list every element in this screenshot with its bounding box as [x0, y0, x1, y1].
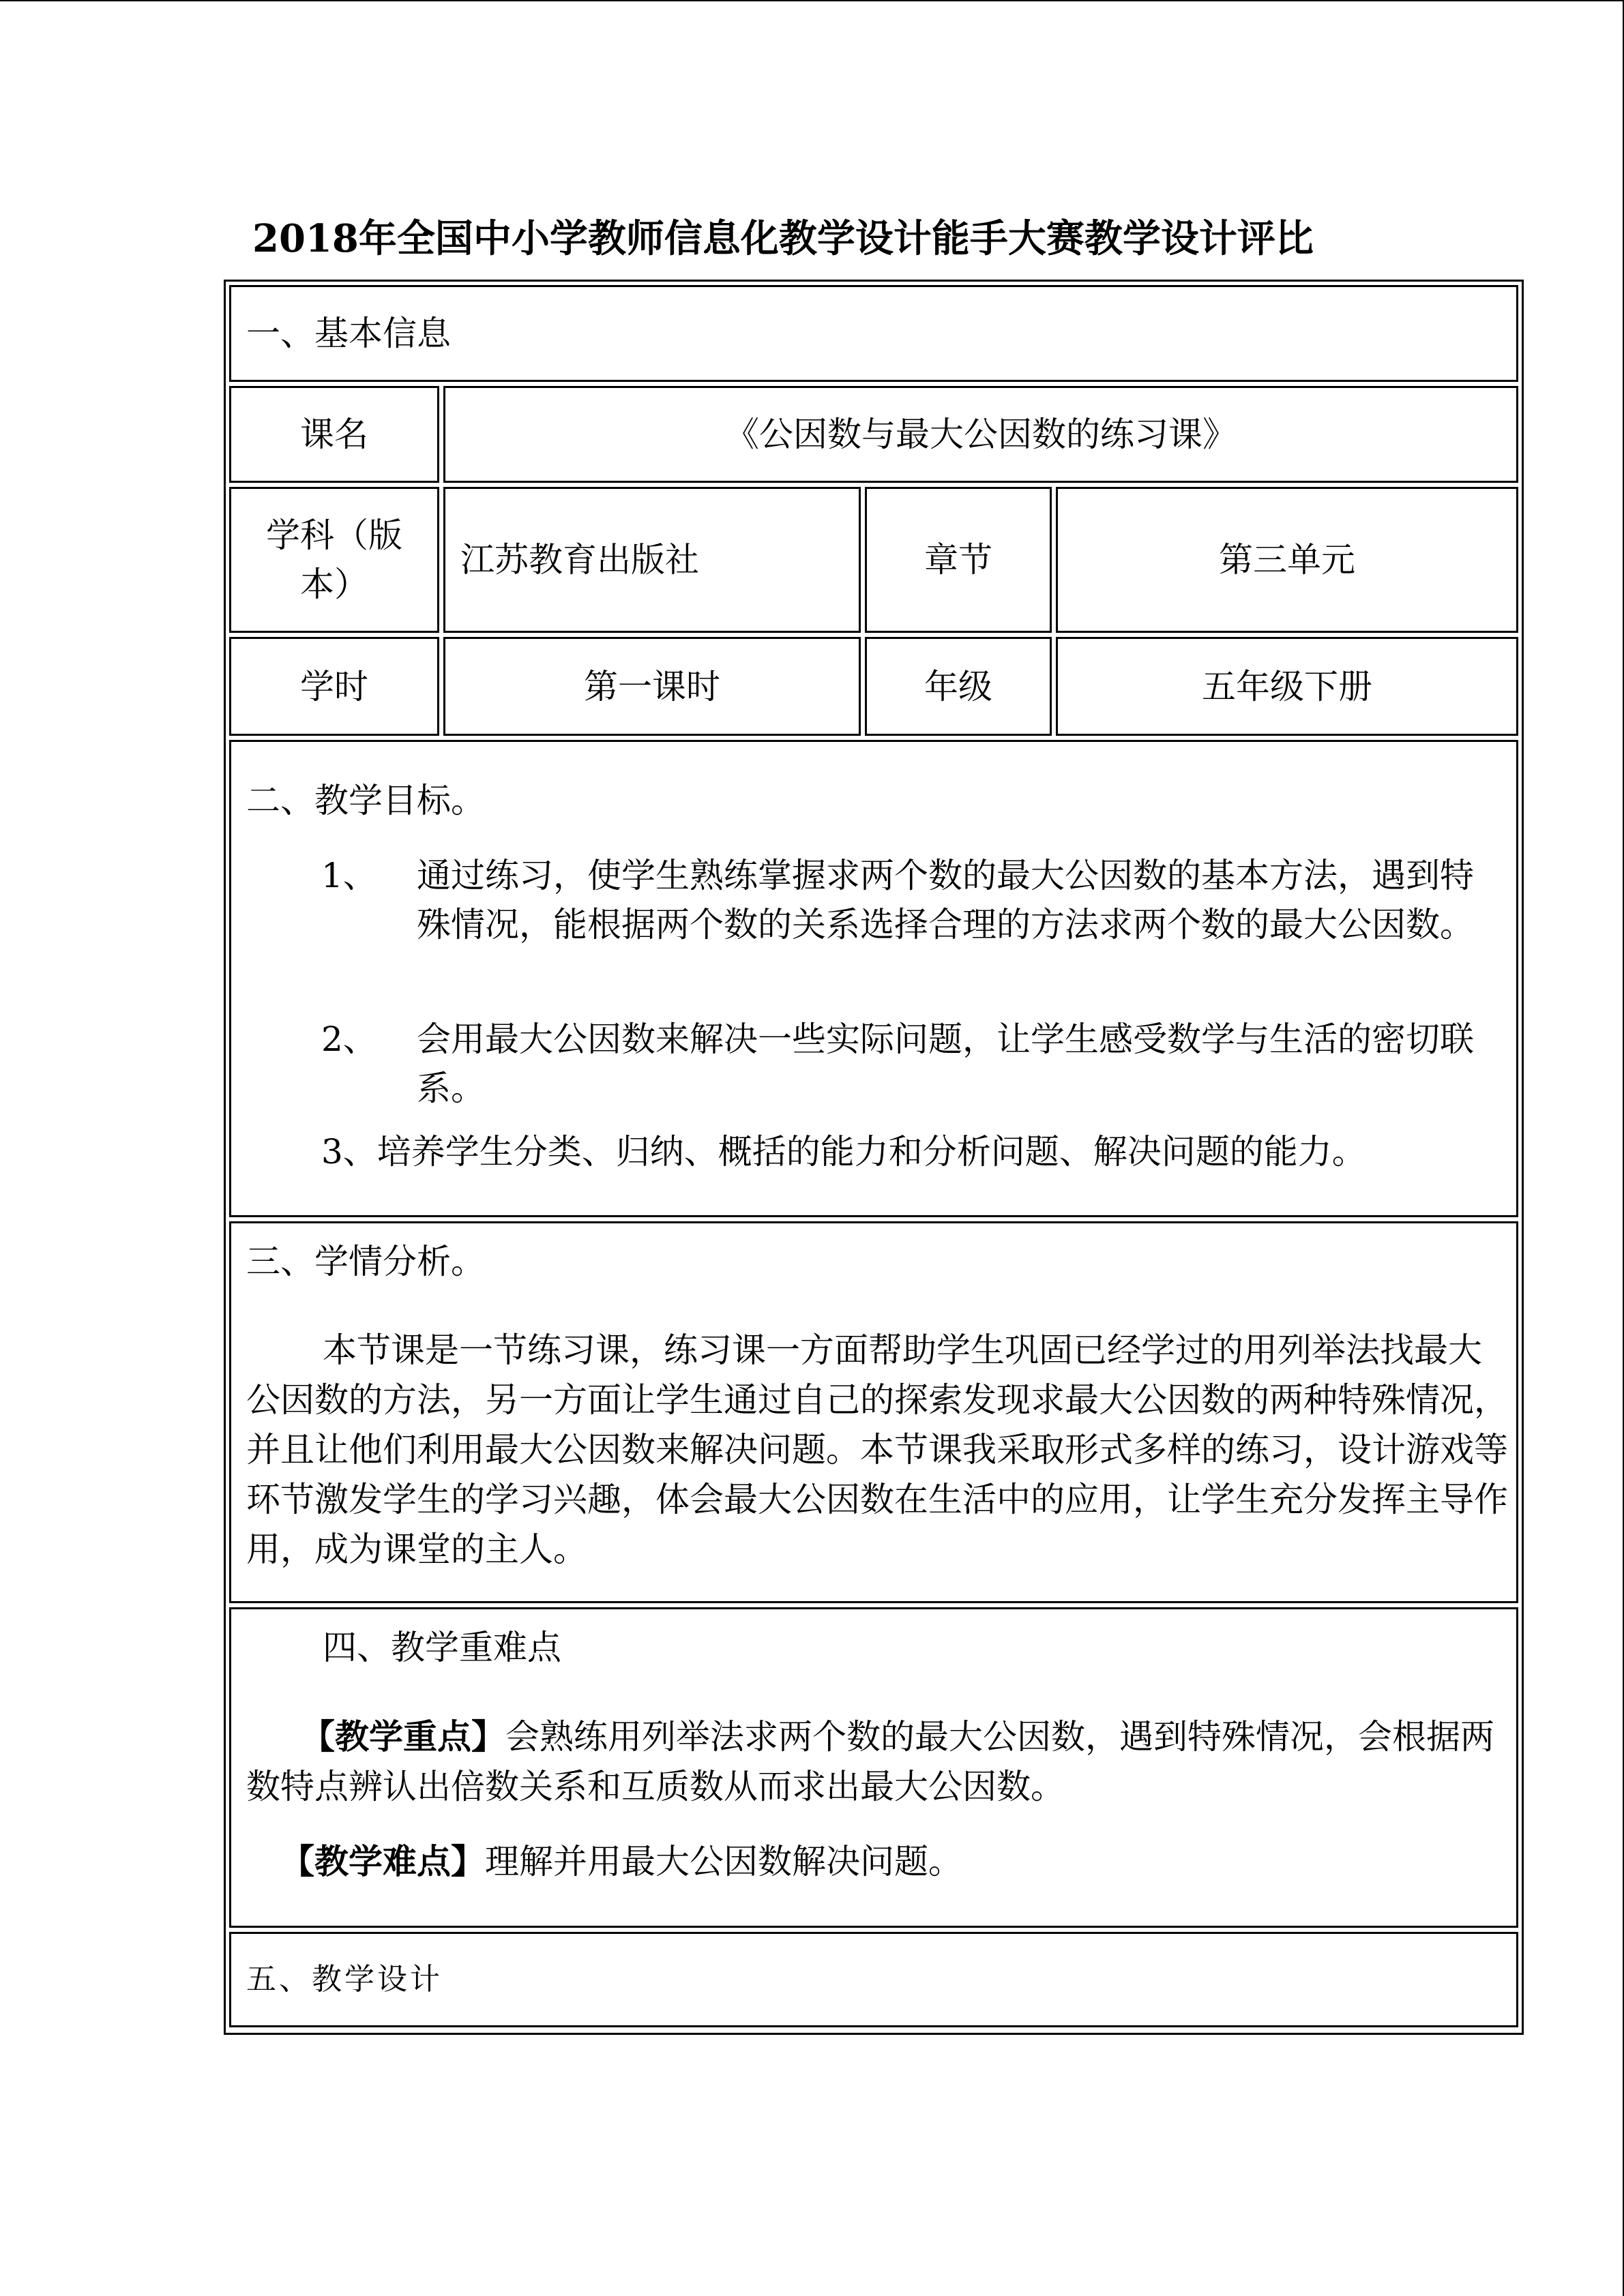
course-name-label: 课名	[300, 415, 368, 454]
period-label-cell	[229, 637, 439, 736]
grade-value-cell	[1056, 637, 1518, 736]
period-label: 学时	[300, 666, 368, 706]
section-analysis-heading: 三、学情分析。	[246, 1242, 485, 1281]
key-point-paragraph	[246, 1712, 1508, 1812]
chapter-value: 第三单元	[1219, 540, 1355, 580]
section-key-points-heading: 四、教学重难点	[323, 1628, 561, 1667]
objective-number: 2、	[321, 1019, 377, 1059]
difficulty-label: 【教学难点】	[280, 1841, 485, 1881]
subject-value-cell	[443, 487, 861, 633]
difficulty-text: 理解并用最大公因数解决问题。	[485, 1842, 962, 1881]
subject-label-cell	[229, 487, 439, 633]
key-point-text: 会熟练用列举法求两个数的最大公因数，遇到特殊情况，会根据两数特点辨认出倍数关系和互质数从而求出最大公因数。	[246, 1717, 1494, 1806]
grade-label-cell	[865, 637, 1052, 736]
subject-label: 学科（版本）	[266, 516, 402, 604]
section-key-points	[229, 1607, 1518, 1928]
section-design-heading-cell	[229, 1932, 1518, 2027]
chapter-label-cell	[865, 487, 1052, 633]
course-name-label-cell	[229, 386, 439, 483]
section-objectives-heading: 二、教学目标。	[246, 781, 485, 820]
design-form-table	[224, 280, 1524, 2035]
analysis-paragraph: 本节课是一节练习课，练习课一方面帮助学生巩固已经学过的用列举法找最大公因数的方法，另一方面让学生通过自己的探索发现求最大公因数的两种特殊情况，并且让他们利用最大公因数来解决问题。本节课我采取形式多样的练习，设计游戏等环节激发学生的学习兴趣，体会最大公因数在生活中的应用，让学生充分发挥主导作用，成为课堂的主人。	[246, 1330, 1508, 1569]
difficulty-paragraph	[246, 1836, 1508, 1887]
period-value: 第一课时	[584, 666, 720, 706]
course-name-value: 《公因数与最大公因数的练习课》	[725, 415, 1237, 454]
grade-value: 五年级下册	[1202, 666, 1372, 706]
objective-number: 1、	[321, 856, 377, 895]
chapter-value-cell	[1056, 487, 1518, 633]
chapter-label: 章节	[924, 540, 992, 580]
objective-text: 3、培养学生分类、归纳、概括的能力和分析问题、解决问题的能力。	[321, 1132, 1366, 1172]
section-design-heading: 五、教学设计	[246, 1962, 443, 1997]
course-name-value-cell	[443, 386, 1518, 483]
document-title: 2018年全国中小学教师信息化教学设计能手大赛教学设计评比	[252, 216, 1314, 261]
subject-value: 江苏教育出版社	[460, 540, 699, 580]
period-value-cell	[443, 637, 861, 736]
objective-text: 通过练习，使学生熟练掌握求两个数的最大公因数的基本方法，遇到特殊情况，能根据两个数的关系选择合理的方法求两个数的最大公因数。	[417, 856, 1474, 944]
key-point-label: 【教学重点】	[301, 1716, 505, 1757]
section-basic-info-heading	[229, 285, 1518, 382]
section-analysis	[229, 1221, 1518, 1603]
objective-item-3	[321, 1127, 1508, 1176]
section-objectives	[229, 740, 1518, 1217]
grade-label: 年级	[924, 666, 992, 706]
section-basic-info-label: 一、基本信息	[246, 314, 451, 353]
objective-text: 会用最大公因数来解决一些实际问题，让学生感受数学与生活的密切联系。	[417, 1019, 1474, 1108]
